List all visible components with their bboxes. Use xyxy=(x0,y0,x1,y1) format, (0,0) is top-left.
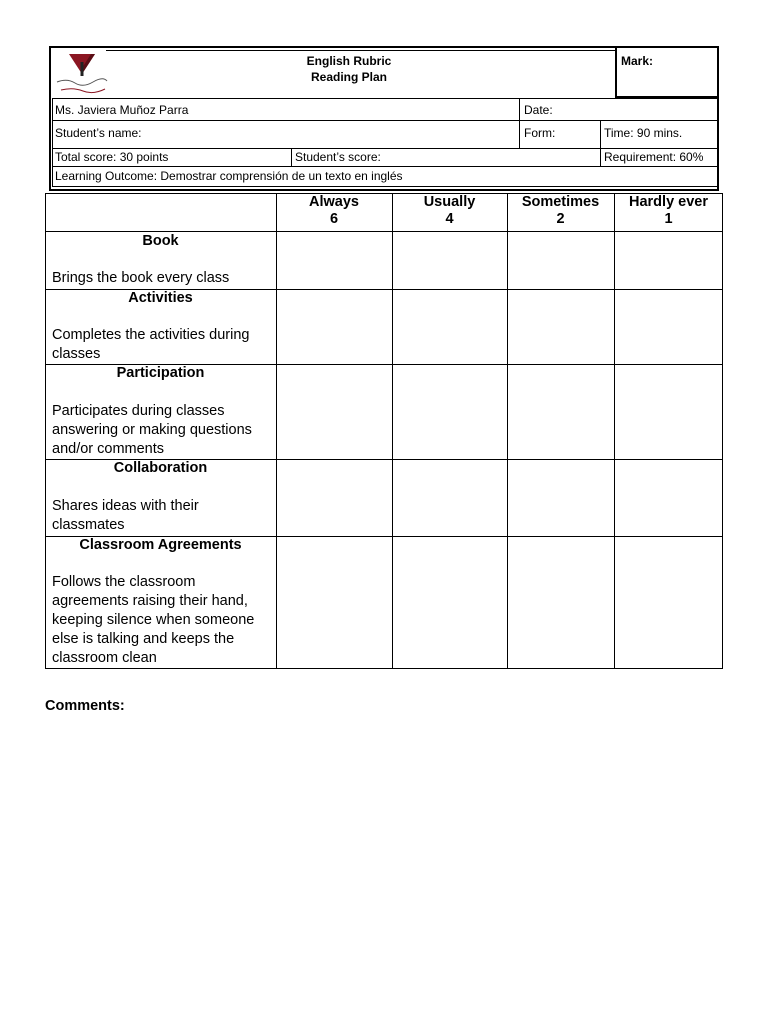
criterion-desc-collaboration: Shares ideas with their classmates xyxy=(52,498,199,533)
column-header-always xyxy=(276,194,392,228)
criterion-desc-participation: Participates during classes answering or making questions and/or comments xyxy=(52,403,252,457)
time-info: Time: 90 mins. xyxy=(604,126,683,140)
criterion-desc-classroom-agreements: Follows the classroom agreements raising their hand, keeping silence when someone else is talking and keeps the classroom clean xyxy=(52,574,255,666)
date-field[interactable]: Date: xyxy=(524,103,553,117)
criterion-title-book: Book xyxy=(142,233,179,249)
form-field[interactable]: Form: xyxy=(524,126,556,140)
column-points: 1 xyxy=(664,211,673,227)
column-label: Hardly ever xyxy=(629,194,708,210)
criterion-desc-activities: Completes the activities during classes xyxy=(52,327,250,362)
column-label: Usually xyxy=(423,194,476,210)
requirement-info: Requirement: 60% xyxy=(604,150,704,164)
column-label: Always xyxy=(309,194,359,210)
rubric-header xyxy=(49,46,719,191)
student-score-field[interactable]: Student’s score: xyxy=(295,150,381,164)
criterion-title-activities: Activities xyxy=(128,290,193,306)
rubric-table xyxy=(45,193,723,669)
comments-label: Comments: xyxy=(45,698,125,714)
column-points: 2 xyxy=(556,211,565,227)
column-points: 4 xyxy=(445,211,454,227)
column-header-hardly-ever xyxy=(614,194,723,228)
teacher-name: Ms. Javiera Muñoz Parra xyxy=(55,103,189,117)
criterion-desc-book: Brings the book every class xyxy=(52,270,230,286)
school-crest-icon xyxy=(53,50,110,98)
mark-label: Mark: xyxy=(621,54,654,68)
column-label: Sometimes xyxy=(521,194,600,210)
student-name-field[interactable]: Student’s name: xyxy=(55,126,142,140)
rubric-title: English Rubric xyxy=(306,54,392,68)
criterion-title-classroom-agreements: Classroom Agreements xyxy=(79,537,242,553)
column-header-sometimes xyxy=(507,194,614,228)
criterion-title-participation: Participation xyxy=(116,365,205,381)
criterion-title-collaboration: Collaboration xyxy=(113,460,208,476)
column-points: 6 xyxy=(329,211,339,227)
logo xyxy=(53,50,110,98)
column-header-usually xyxy=(392,194,507,228)
learning-outcome: Learning Outcome: Demostrar comprensión de un texto en inglés xyxy=(55,169,403,183)
rubric-subtitle: Reading Plan xyxy=(310,70,387,84)
total-score: Total score: 30 points xyxy=(55,150,169,164)
